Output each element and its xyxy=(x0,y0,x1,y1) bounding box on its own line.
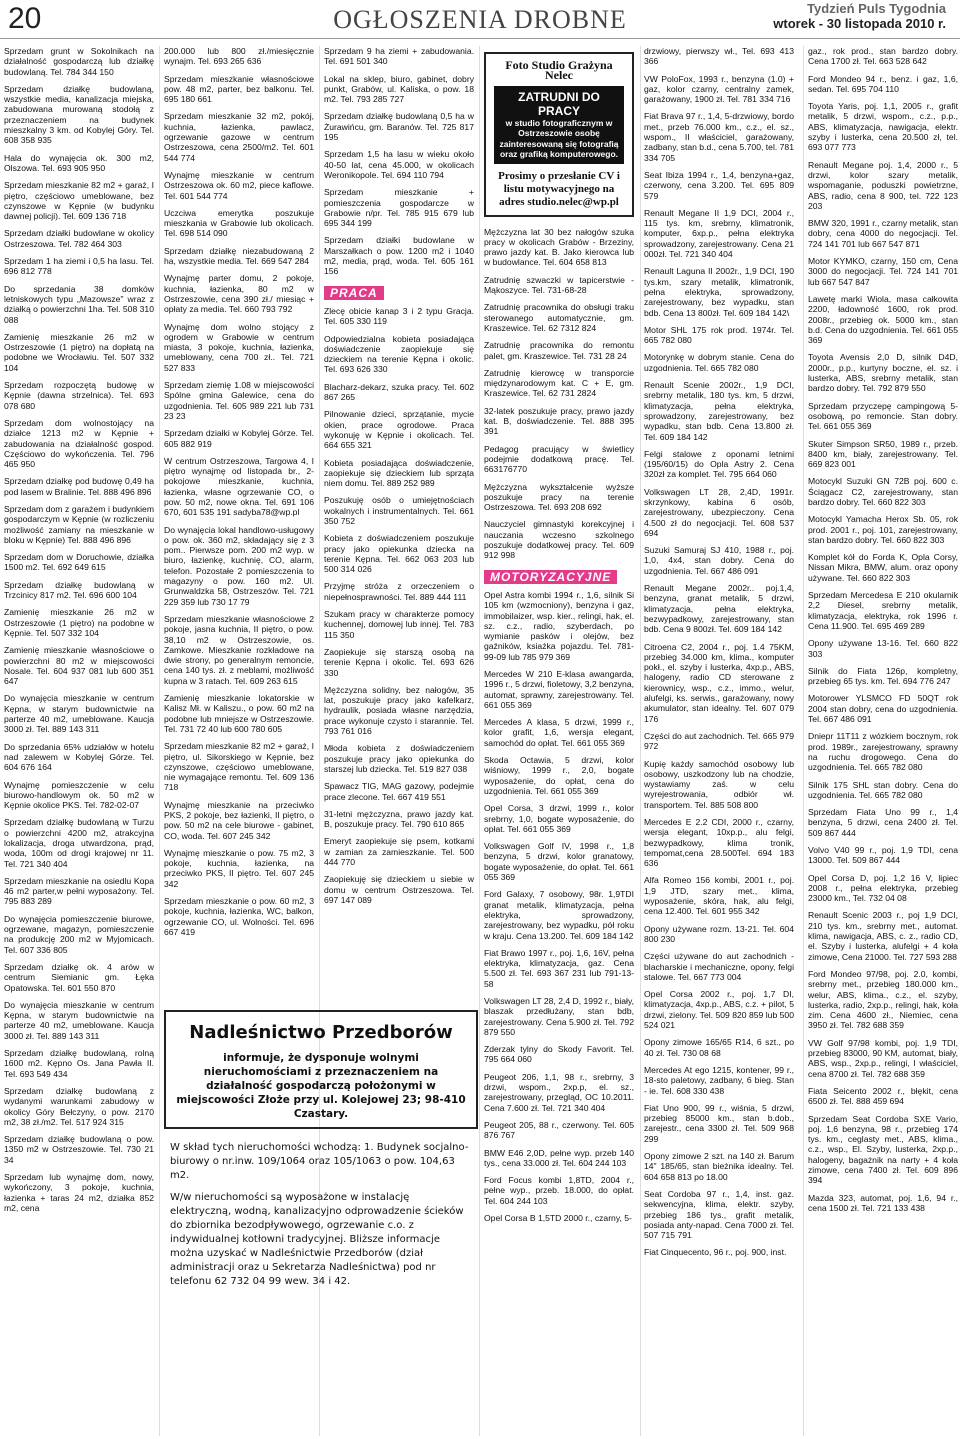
ad-banner xyxy=(494,86,624,164)
ad-paragraph: W/w nieruchomości są wyposażone w instalację elektryczną, wodną, kanalizacyjno odprowadzenie ścieków do zbiornika bezodpływowego, ogrzewanie c.o. z indywidualnej kotłowni tradycyjnej. Bliższe informacje można uzyskać w Nadleśnictwie Przedborów (dział administracji oraz u Sekretarza Nadleśnictwa) pod nr telefonu 62 732 04 99 wew. 34 i 42. xyxy=(170,1192,464,1287)
classified-ad: Komplet kół do Forda K, Opla Corsy, Nissan Mikra, BMW, alum. oraz opony używane. Tel. 660 822 303 xyxy=(808,552,958,583)
classified-ad: Poszukuję osób o umiejętnościach wokalnych i instrumentalnych. Tel. 661 350 752 xyxy=(324,495,474,526)
classified-ad: Zlecę obicie kanap 3 i 2 typu Gracja. Tel. 605 330 119 xyxy=(324,305,474,327)
column-divider xyxy=(803,46,804,1436)
classified-ad: Kupię każdy samochód osobowy lub osobowy, uszkodzony lub na chodzie, wystawiamy zaś. w celu wyrejestrowania, odbiór wł. transportem. Tel. 885 508 800 xyxy=(644,758,794,810)
classified-ad: Sprzedam grunt w Sokolnikach na działalność gospodarczą lub działkę budowlaną. Tel. 784 344 150 xyxy=(4,46,154,77)
classified-ad: Lokal na sklep, biuro, gabinet, dobry punkt, Grabów, ul. Kaliska, o pow. 18 m2. Tel. 793 285 727 xyxy=(324,73,474,105)
classified-ad: drzwiowy, pierwszy wł., Tel. 693 413 366 xyxy=(644,46,794,67)
classified-ad: Sprzedam działki budowlane w Marszałkach o pow. 1200 m2 i 1040 m2, media, prąd, woda. Tel. 605 161 156 xyxy=(324,235,474,277)
classified-ad: Przyjmę stróża z orzeczeniem o niepełnosprawności. Tel. 889 444 111 xyxy=(324,581,474,602)
classified-ad: 200.000 lub 800 zł./miesięcznie wynajm. Tel. 693 265 636 xyxy=(164,46,314,67)
header-rule xyxy=(0,38,960,39)
column-divider xyxy=(159,46,160,1436)
classified-ad: Zamienię mieszkanie 26 m2 w Ostrzeszowie (1 piętro) na dopłatą na podobne we Wrocławiu. Tel. 507 332 104 xyxy=(4,331,154,373)
classified-ad: Zatrudnię kierowcę w transporcie międzynarodowym kat. C + E, gm. Kraszewice. Tel. 62 731 2824 xyxy=(484,367,634,399)
classified-ad: Zamienię mieszkanie własnościowe o powierzchni 80 m2 w miejscowości Nosale. Tel. 604 937 081 lub 600 351 647 xyxy=(4,645,154,687)
classified-ad: Sprzedam mieszkanie o pow. 60 m2, 3 pokoje, kuchnia, łazienka, WC, balkon, ogrzewanie CO, ul. Wolności. Tel. 696 667 419 xyxy=(164,896,314,937)
classified-ad: Renault Scenie 2002r., 1,9 DCI, srebrny metalik, 180 tys. km, 5 drzwi, klimatyzacja, pełna elektryka, sprowadzony, zarejestrowany, bez wypadku, stan bdb. Cena 13.800 zł. Tel. 609 184 142 xyxy=(644,380,794,442)
classified-ad: Sprzedam działkę budowlaną, rolną 1600 m2. Kępno Os. Jana Pawła II. Tel. 693 549 434 xyxy=(4,1048,154,1079)
classified-ad: Mężczyzna wykształcenie wyższe poszukuje pracy na terenie Ostrzeszowa. Tel. 693 208 692 xyxy=(484,481,634,513)
classified-ad: Mercedes W 210 E-klasa awangarda, 1996 r., 5 drzwi, fioletowy, 3,2 benzyna, automat, sprawny, zarejestrowany. Tel. 661 055 369 xyxy=(484,668,634,710)
classified-ad: Dniepr 11T11 z wózkiem bocznym, rok prod. 1989r., zarejestrowany, sprawny na ruchu drogowego. Cena do uzgodnienia. Tel. 665 782 080 xyxy=(808,731,958,773)
classified-ad: Motorower YLSMCO FD 50QT rok 2004 stan dobry, cena do uzgodnienia. Tel. 667 486 091 xyxy=(808,693,958,725)
issue-date: wtorek - 30 listopada 2010 r. xyxy=(773,16,946,31)
classified-ad: Pedagog pracujący w świetlicy podejmie dodatkową pracę. Tel. 663176770 xyxy=(484,443,634,475)
ad-headline: ZATRUDNI DO PRACY xyxy=(518,89,600,118)
classified-ad: Zatrudnię szwaczki w tapicerstwie - Mąkoszyce. Tel. 731-68-28 xyxy=(484,274,634,296)
classified-ad: Motocykl Suzuki GN 72B poj. 600 c. Ściągacz C2, zarejestrowany, stan bardzo dobry. Tel. 660 822 303 xyxy=(808,476,958,507)
classified-ad: Uczciwa emerytka poszukuje mieszkania w Grabowie lub okolicach. Tel. 698 514 090 xyxy=(164,207,314,239)
classified-ad: Ford Focus kombi 1,8TD, 2004 r., pełne wyp., przeb. 18.000, do opłat. Tel. 604 244 103 xyxy=(484,1175,634,1206)
classified-ad: Mężczyzna lat 30 bez nałogów szuka pracy w okolicach Grabów - Brzeziny, prawo jazdy kat. B. Jako kierowca lub w budowlance. Tel. 604 658 813 xyxy=(484,226,634,268)
classified-ad: Do wynajęcia lokal handlowo-usługowy o pow. ok. 360 m2, składający się z 3 pom.. Pierwsze pom. 200 m2 wyp. w biuro, łazienkę, kuchnię, CO, alarm, telefon. Pozostałe 2 pomieszczenia to magazyny o pow. 160 m2. Ul. Grunwaldzka 58, Ostrzeszów. Tel. 721 229 359 lub 730 17 79 xyxy=(164,524,314,607)
classified-ad: Motocykl Yamacha Herox Sb. 05, rok prod. 2001 r., poj. 101, zarejestrowany, stan bardzo dobry. Tel. 660 822 303 xyxy=(808,514,958,545)
classified-ad: Sprzedam mieszkanie własnościowe 2 pokoje, jasna kuchnia, II piętro, o pow. 38,10 m2 w Ostrzeszowie, os. Zamkowe. Mieszkanie rozkładowe na dwie strony, po generalnym remoncie, cena 140 tys. zł. z meblami, możliwość kupna w 3 ratach. Tel. 609 263 615 xyxy=(164,613,314,686)
classified-ad: Sprzedam działkę budowlaną 0,5 ha w Żurawińcu, gm. Baranów. Tel. 725 817 195 xyxy=(324,111,474,143)
classified-ad: W centrum Ostrzeszowa, Targowa 4, I piętro wynajmę od listopada br., 2-pokojowe mieszkanie, kuchnia, łazienka, własne ogrzewanie CO, o pow. 50 m2, nowe okna. Tel. 691 106 670, 601 535 191 sadyba78@wp.pl xyxy=(164,455,314,518)
classified-ad: Spawacz TIG, MAG gazowy, podejmie prace zlecone. Tel. 667 419 551 xyxy=(324,781,474,802)
classified-ad: Renault Laguna II 2002r., 1,9 DCI, 190 tys.km, szary metalik, klimatronik, pełna elektryka, sprowadzony, zarejestrowany, bez wypadku, stan bdb. Cena 13 800zł. Tel. 609 184 142\ xyxy=(644,266,794,318)
classified-ad: Volkswagen LT 28, 2,4 D, 1992 r., biały, blaszak przedłużany, stan bdb, zarejestrowany. Cena 5.900 zł. Tel. 792 879 550 xyxy=(484,996,634,1037)
classified-ad: Seat Ibiza 1994 r., 1,4, benzyna+gaz, czerwony, cena 3.200. Tel. 695 809 579 xyxy=(644,169,794,201)
classified-ad: Renault Megane 2002r.. poj.1,4, benzyna, granat metalik, 5 drzwi, klimatyzacja, pełna elektryka, bezwypadkowy, zarejestrowany, stan bdb. Cena 9 800zł. Tel. 609 184 142 xyxy=(644,583,794,635)
classified-ad: Sprzedam 1 ha ziemi i 0,5 ha lasu. Tel. 696 812 778 xyxy=(4,256,154,277)
classified-ad: Emeryt zaopiekuje się psem, kotkami w zamian za zamieszkanie. Tel. 500 444 770 xyxy=(324,836,474,867)
classified-ad: Pilnowanie dzieci, sprzątanie, mycie okien, prace ogrodowe. Praca wykonuję w Kępnie i okolicach. Tel. 664 655 321 xyxy=(324,409,474,451)
classified-ad: Ford Galaxy, 7 osobowy, 98r. 1,9TDI granat metalik, klimatyzacja, pełna elektryka, sprowadzony, zarejestrowany, bez wypadku, pół roku w kraju. Cena 13.200. Tel. 609 184 142 xyxy=(484,889,634,941)
classified-ad: Renault Megane II 1,9 DCI, 2004 r., 115 tys. km, srebrny, klimatronik, komputer, 6xp.p., pełna elektryka sprowadzony, zarejestrowany. Cena 21 000zł. Tel. 721 340 404 xyxy=(644,207,794,260)
classified-ad: 31-letni mężczyzna, prawo jazdy kat. B, poszukuje pracy. Tel. 790 610 865 xyxy=(324,808,474,830)
classified-ad: Seat Cordoba 97 r., 1,4, inst. gaz. sekwencyjna, klima, elektr. szyby, przebieg 186 tys., grafit metalik, posiada anty-napad. Cena 7000 zł. Tel. 507 715 791 xyxy=(644,1188,794,1241)
page-header xyxy=(0,0,960,40)
classified-ad: Sprzedam 9 ha ziemi + zabudowania. Tel. 691 501 340 xyxy=(324,46,474,67)
vehicle-ads xyxy=(484,590,634,1223)
classified-ad: Sprzedam działkę budowlaną w Trzcinicy 817 m2. Tel. 696 600 104 xyxy=(4,579,154,601)
classified-ad: Opony zimowe 165/65 R14, 6 szt., po 40 zł. Tel. 730 08 68 xyxy=(644,1037,794,1058)
classified-ad: Zaopiekuję się dzieckiem u siebie w domu w centrum Ostrzeszowa. Tel. 697 147 089 xyxy=(324,874,474,905)
classified-ad: Fiat Brava 97 r., 1,4, 5-drzwiowy, bordo met., przeb 76.000 km., c.z., el. sz., wspom., II właściciel, garażowany, zadbany, stan b.d., cena 5.700, tel. 781 334 705 xyxy=(644,111,794,163)
classified-ad: Silnik do Fiata 126p, kompletny, przebieg 65 tys. km. Tel. 694 776 247 xyxy=(808,665,958,687)
classified-ad: Sprzedam rozpoczętą budowę w Kępnie (dawna strzelnica). Tel. 693 078 680 xyxy=(4,380,154,411)
classified-ad: 32-latek poszukuje pracy, prawo jazdy kat. B, doświadczenie. Tel. 888 395 391 xyxy=(484,405,634,437)
ad-title: Foto Studio Grażyna Nelec xyxy=(505,58,613,83)
classified-ad: Sprzedam 1,5 ha lasu w wieku około 40-50 lat, cena 45.000, w okolicach Weronikopole. Tel. 694 110 794 xyxy=(324,149,474,180)
classified-ad: VW PoloFox, 1993 r., benzyna (1.0) + gaz, kolor czarny, centralny zamek, garażowany, 1900 zł. Tel. 781 334 716 xyxy=(644,73,794,105)
classified-ad: Mercedes E 2.2 CDI, 2000 r., czarny, wersja elegant, 10xp.p., alu felgi, bezwypadkowy, klima tronik, tempomat,cena 28.500Tel. 694 183 636 xyxy=(644,817,794,869)
section-label-praca: PRACA xyxy=(324,286,384,300)
classified-ad: Sprzedam działkę budowlaną w Turzu o powierzchni 4200 m2, atrakcyjna lokalizacja, droga utwardzona, prąd, woda, 100m od drogi krajowej nr 11. Tel. 721 340 404 xyxy=(4,817,154,869)
classified-ad: BMW 320, 1991 r., czarny metalik, stan dobry, cena 4000 do negocjacji. Tel. 724 141 701 lub 667 547 871 xyxy=(808,218,958,249)
classified-ad: Części do aut zachodnich. Tel. 665 979 972 xyxy=(644,730,794,752)
classified-ad: Sprzedam działkę pod budowę 0,49 ha pod lasem w Bralinie. Tel. 888 496 896 xyxy=(4,476,154,497)
column-divider xyxy=(640,46,641,1436)
classified-ad: Zamienię mieszkanie lokatorskie w Kalisz Mł. w Kaliszu., o pow. 60 m2 na podobne lub mniejsze w Ostrzeszowie. Tel. 731 72 40 lub 600 780 605 xyxy=(164,693,314,734)
classified-ad: VW Golf 97/98 kombi, poj. 1,9 TDI, przebieg 83000, 90 KM, automat, biały, ABS, wsp., 2xp.p., relingi, I właściciel, cena 8700 zł. Tel. 782 688 359 xyxy=(808,1037,958,1079)
classified-ad: Fiata Seicento 2002 r., błękit, cena 6500 zł. Tel. 888 459 694 xyxy=(808,1085,958,1107)
classified-ad: Zderzak tylny do Skody Favorit. Tel. 795 664 060 xyxy=(484,1044,634,1065)
classified-ad: Do sprzedania 65% udziałów w hotelu nad zalewem w Kobylej Górze. Tel. 604 676 164 xyxy=(4,741,154,773)
ad-description: w studio fotograficznym w Ostrzeszowie osobę zainteresowaną się fotografią oraz grafiką komputerowego. xyxy=(499,117,619,160)
classified-ad: Kobieta z doświadczeniem poszukuje pracy jako opiekunka dziecka na terenie Kępna. Tel. 662 063 203 lub 500 314 026 xyxy=(324,533,474,575)
ad-paragraph: W skład tych nieruchomości wchodzą: 1. Budynek socjalno-biurowy o nr.inw. 109/1064 oraz 105/1063 o pow. 104,63 m2. xyxy=(170,1142,469,1181)
classified-ad: Sprzedam mieszkanie własnościowe pow. 48 m2, parter, bez balkonu. Tel. 695 180 661 xyxy=(164,73,314,105)
ad-contact: Prosimy o przesłanie CV i listu motywacyjnego na adres studio.nelec@wp.pl xyxy=(498,169,620,208)
classified-ad: Szukam pracy w charakterze pomocy kuchennej, domowej lub innej. Tel. 783 115 350 xyxy=(324,609,474,640)
classified-ad: Renault Megane poj. 1,4, 2000 r., 5 drzwi, kolor szary metalik, wspomaganie, poduszki powietrzne, ABS, radio, cena 8 900, tel. 722 123 203 xyxy=(808,159,958,211)
classified-ad: Sprzedam Mercedesa E 210 okularnik 2,2 Diesel, srebrny metalik, klimatyzacja, elektryka, rok 1996 r. Cena 11.900. Tel. 695 469 289 xyxy=(808,590,958,631)
classified-ad: Fiat Brawo 1997 r., poj. 1,6, 16V, pełna elektryka, klimatyzacja, gaz. Cena 5.500 zł. Tel. 693 367 231 lub 791-13-58 xyxy=(484,947,634,989)
classified-ad: Mercedes At ego 1215, kontener, 99 r., 18-sto paletowy, zadbany, 6 bieg. Stan - ie. Tel. 608 330 438 xyxy=(644,1064,794,1096)
classified-ad: Opel Corsa, 3 drzwi, 1999 r., kolor srebrny, 1,0, bogate wyposażenie, do opłat. Tel. 661 055 369 xyxy=(484,803,634,834)
classified-ad: Sprzedam działki budowlane w okolicy Ostrzeszowa. Tel. 782 464 303 xyxy=(4,228,154,249)
classified-ad: Ford Mondeo 94 r., benz. i gaz, 1,6, sedan. Tel. 695 704 110 xyxy=(808,73,958,94)
section-label-motoryzacyjne: MOTORYZACYJNE xyxy=(484,570,617,584)
classified-ad: gaz., rok prod., stan bardzo dobry. Cena 1700 zł. Tel. 663 528 642 xyxy=(808,46,958,67)
classified-ad: Wynajmę parter domu, 2 pokoje, kuchnia, łazienka, 80 m2 w Ostrzeszowie, cena 390 zł./ miesiąc + opłaty za media. Tel. 660 793 792 xyxy=(164,273,314,315)
classified-ad: Volkswagen LT 28, 2,4D, 1991r. skrzynkowy, kabina 6 osób, zarejestrowany, ubezpieczony. Cena 4.500 zł do negocjacji. Tel. 608 537 694 xyxy=(644,486,794,538)
classifieds-column-2 xyxy=(164,46,314,1001)
classified-ad: Wynajmę pomieszczenie w celu biurowo-handlowym ok. 50 m2 w Kępnie okolice PKS. Tel. 782-02-07 xyxy=(4,779,154,811)
classified-ad: Sprzedam przyczepę campingową 5-osobową, po remoncie. Stan dobry. Tel. 661 055 369 xyxy=(808,400,958,432)
classified-ad: Lawetę marki Wiola, masa całkowita 2200, ładowność 1600, rok prod. 2008r., przebieg ok. 5000 km., stan b.d. Cena do uzgodnienia. Tel. 661 055 369 xyxy=(808,293,958,346)
classified-ad: Ford Mondeo 97/98, poj. 2.0, kombi, srebrny met., przebieg 180.000 km., welur, ABS, klima., c.z., el. szyby, lusterka, radio, 2xp.p., relingi, hak, koła zim. Cena 4600 zł., Niemiec, cena 3950 zł. Tel. 782 688 359 xyxy=(808,968,958,1031)
classified-ad: Sprzedam działkę ok. 4 arów w centrum Siemianic gm. Łęka Opatowska. Tel. 601 550 870 xyxy=(4,961,154,993)
classified-ad: Sprzedam ziemię 1.08 w miejscowości Spólne gmina Galewice, cena do uzgodnienia. Tel. 605 989 221 lub 731 23 23 xyxy=(164,380,314,421)
classified-ad: Suzuki Samuraj SJ 410, 1988 r., poj. 1,0, 4x4, stan dobry. Cena do uzgodnienia. Tel. 667 486 091 xyxy=(644,545,794,576)
classifieds-column-5 xyxy=(644,46,794,1436)
classified-ad: Opel Corsa D, poj. 1,2 16 V, lipiec 2008 r., pełna elektryka, przebieg 23000 km., Tel. 732 04 08 xyxy=(808,872,958,904)
real-estate-ads xyxy=(324,46,474,277)
classified-ad: Silnik 175 SHL stan dobry. Cena do uzgodnienia. Tel. 665 782 080 xyxy=(808,779,958,800)
classified-ad: Mężczyzna solidny, bez nałogów, 35 lat, poszukuje pracy jako kafelkarz, hydraulik, posiada własne narzędzia, prace wykonuje czysto i starannie. Tel. 793 761 016 xyxy=(324,684,474,737)
classified-ad: Opony używane rozm. 13-21. Tel. 604 800 230 xyxy=(644,923,794,944)
classified-ad: Zaopiekuje się starszą osobą na terenie Kępna i okolic. Tel. 693 626 330 xyxy=(324,646,474,678)
ad-title: Nadleśnictwo Przedborów xyxy=(189,1022,453,1043)
classified-ad: Sprzedam działki w Kobylej Górze. Tel. 605 882 919 xyxy=(164,428,314,449)
classified-ad: Hala do wynajęcia ok. 300 m2, Olszowa. Tel. 693 905 950 xyxy=(4,152,154,173)
classified-ad: Peugeot 205, 88 r., czerwony. Tel. 605 876 767 xyxy=(484,1119,634,1141)
classified-ad: Fiat Uno 900, 99 r., wiśnia, 5 drzwi, przebieg 85000 km., stan b.dob., zarejestr., cena 3300 zł. Tel. 509 968 299 xyxy=(644,1102,794,1144)
classified-ad: Felgi stalowe z oponami letnimi (195/60/15) do Opla Astry 2. Cena 320zł za komplet. Tel. 795 664 060 xyxy=(644,448,794,480)
nadlesnictwo-ad xyxy=(164,1010,478,1430)
classified-ad: Sprzedam dom z garażem i budynkiem gospodarczym w Kępnie (w rozliczeniu możliwość zamiany na mieszkanie w bloku w Kępnie) Tel. 888 496 896 xyxy=(4,503,154,545)
classified-ad: Sprzedam działkę budowlaną, wszystkie media, kanalizacja miejska, zabudowana murowaną stodołą z przeznaczeniem na budynek mieszkalny 3 km. od Kobylej Góry. Tel. 608 358 935 xyxy=(4,83,154,146)
classified-ad: Sprzedam działkę niezabudowaną 2 ha, wszystkie media. Tel. 669 547 284 xyxy=(164,245,314,267)
classifieds-column-4 xyxy=(484,46,634,1436)
classified-ad: Młoda kobieta z doświadczeniem poszukuje pracy jako opiekunka do starszej lub dziecka. Tel. 519 827 038 xyxy=(324,743,474,774)
classified-ad: Opony używane 13-16. Tel. 660 822 303 xyxy=(808,638,958,659)
classified-ad: Do sprzedania 38 domków letniskowych typu „Mazowsze" wraz z działką o powierzchni 1ha. Tel. 508 310 088 xyxy=(4,283,154,325)
classified-ad: Sprzedam Seat Cordoba SXE Vario, poj. 1,6 benzyna, 98 r., przebieg 174 tys. km., ceglasty met., ABS, klima., c.z., wsp., El. Szyby, lusterka, 2xp.p., halogeny, bagażnik na narty + 4 koła zimowe, cena 7400 zł. Tel. 609 896 394 xyxy=(808,1113,958,1186)
job-ads-continued xyxy=(484,227,634,561)
classified-ad: Zamienię mieszkanie 26 m2 w Ostrzeszowie (1 piętro) na podobne w Kępnie. Tel. 507 332 104 xyxy=(4,607,154,638)
classifieds-column-6 xyxy=(808,46,958,1436)
classified-ad: Zatrudnię pracownika do obsługi traku sterowanego automatycznie, gm. Kraszewice. Tel. 62 7312 824 xyxy=(484,302,634,333)
classified-ad: Do wynajęcia pomieszczenie biurowe, ogrzewane, magazyn, pomieszczenie na produkcję 200 m2 w Myjomicach. Tel. 607 336 805 xyxy=(4,913,154,955)
ad-frame xyxy=(164,1010,478,1129)
classified-ad: Volkswagen Golf IV, 1998 r., 1,8 benzyna, 5 drzwi, kolor granatowy, bogate wyposażenie, do opłat. Tel. 661 055 369 xyxy=(484,841,634,883)
classified-ad: Blacharz-dekarz, szuka pracy. Tel. 602 867 265 xyxy=(324,381,474,403)
classified-ad: Sprzedam dom wolnostojący na działce 1213 m2 w Kępnie + zabudowania na działalność gospod. Częściowo do wykończenia. Tel. 796 465 950 xyxy=(4,417,154,470)
classified-ad: Toyota Yaris, poj. 1,1, 2005 r., grafit metalik, 5 drzwi, wspom., c.z., p.p., ABS, klimatyzacja, nawigacja, elektr. szyby i lusterka, cena 20.500 zł, tel. 693 077 773 xyxy=(808,101,958,153)
classified-ad: Do wynajęcia mieszkanie w centrum Kępna, w starym budownictwie na parterze 40 m2, umeblowane. Kaucja 3000 zł. Tel. 889 143 311 xyxy=(4,693,154,735)
section-title: OGŁOSZENIA DROBNE xyxy=(333,5,627,34)
classified-ad: Kobieta posiadająca doświadczenie, zaopiekuje się dzieckiem lub sprząta niem domu. Tel. 889 252 989 xyxy=(324,457,474,489)
classified-ad: Renault Scenic 2003 r., poj 1,9 DCI, 210 tys. km., srebrny met., automat. klima, nawigacja, ABS, c. z., radio CD, el. Szyby i lusterka, alufelgi + 4 koła zimowe, Cena 21000. Tel. 727 593 288 xyxy=(808,910,958,962)
classified-ad: Motor SHL 175 rok prod. 1974r. Tel. 665 782 080 xyxy=(644,324,794,346)
classified-ad: Opel Corsa 2002 r., poj. 1,7 DI, klimatyzacja, 4xp.p., ABS, c.z. + pilot, 5 drzwi, zielony. Tel. 509 820 859 lub 500 524 021 xyxy=(644,989,794,1031)
classified-ad: Peugeot 206, 1,1, 98 r., srebrny, 3 drzwi, wspom., 2xp.p, el. sz., zarejestrowany, przegląd, OC 10.2011. Cena 7.600 zł. Tel. 721 340 404 xyxy=(484,1071,634,1113)
classified-ad: Sprzedam mieszkanie na osiedlu Kopa 46 m2 parter,w pełni wyposażony. Tel. 795 883 289 xyxy=(4,875,154,907)
publication-info xyxy=(773,1,946,31)
classified-ad: Sprzedam działkę budowlaną z wydanymi warunkami zabudowy w okolicy Góry Bełczyny, o pow. 2170 m2, 38 zł./m2. Tel. 517 924 315 xyxy=(4,1085,154,1127)
job-ads xyxy=(324,306,474,905)
classified-ad: BMW E46 2,0D, pełne wyp. przeb 140 tys., cena 33.000 zł. Tel. 604 244 103 xyxy=(484,1147,634,1168)
ad-body xyxy=(164,1129,478,1289)
classified-ad: Skoda Octawia, 5 drzwi, kolor wiśniowy, 1999 r., 2,0, bogate wyposażenie, do opłat, cena do uzgodnienia. Tel. 661 055 369 xyxy=(484,755,634,796)
classified-ad: Alfa Romeo 156 kombi, 2001 r., poj. 1,9 JTD, szary met., klima, wyposażenie, skóra, hak, alu felgi, cena 12.400. Tel. 601 955 342 xyxy=(644,875,794,917)
classified-ad: Sprzedam lub wynajmę dom, nowy, wykończony, 3 pokoje, kuchnia, łazienka + taras 24 m2, działka 852 m2, cena xyxy=(4,1172,154,1213)
classified-ad: Opel Astra kombi 1994 r., 1,6, silnik Si 105 km (wzmocniony), benzyna i gaz, immobilaizer, wsp. kier., relingi, hak, el. sz. c.z., radio, szyberdach, po wymianie pasków i olejów, bez gaźników, ksiażka pojazdu. Tel. 781-99-09 lub 785 979 369 xyxy=(484,589,634,662)
classified-ad: Mercedes A klasa, 5 drzwi, 1999 r., kolor grafit, 1,6, wersja elegant, samochód do opłat. Tel. 661 055 369 xyxy=(484,717,634,748)
classified-ad: Nauczyciel gimnastyki korekcyjnej i nauczania wczesno szkolnego poszukuje dodatkowej pracy. Tel. 609 912 998 xyxy=(484,519,634,561)
classified-ad: Wynajmę mieszkanie na przeciwko PKS, 2 pokoje, bez łazienki, II piętro, o pow. 50 m2 na cele biurowe - gabinet, CO, woda. Tel. 607 245 342 xyxy=(164,799,314,841)
classified-ad: Mazda 323, automat, poj. 1,6, 94 r., cena 1500 zł. Tel. 721 133 438 xyxy=(808,1192,958,1213)
classified-ad: Sprzedam mieszkanie 82 m2 + garaż, I piętro, ul. Sikorskiego w Kępnie, bez czynszowe, częściowo umeblowane, nie wymagające remontu. Tel. 609 136 718 xyxy=(164,741,314,793)
ad-subtitle: informuje, że dysponuje wolnymi nieruchomościami z przeznaczeniem na działalność gospodarczą położonymi w miejscowości Złoże przy ul. Kolejowej 23; 98-410 Czastary. xyxy=(176,1052,466,1120)
classified-ad: Fiat Cinquecento, 96 r., poj. 900, inst. xyxy=(644,1247,787,1258)
classified-ad: Wynajmę mieszkanie w centrum Ostrzeszowa ok. 60 m2, piece kaflowe. Tel. 601 544 774 xyxy=(164,169,314,201)
classified-ad: Do wynajęcia mieszkanie w centrum Kępna, w starym budownictwie na parterze 40 m2, umeblowane. Kaucja 3000 zł. Tel. 889 143 311 xyxy=(4,999,154,1041)
classified-ad: Wynajmę mieszkanie o pow. 75 m2, 3 pokoje, kuchnia, łazienka, na przeciwko PKS, II piętro. Tel. 607 245 342 xyxy=(164,847,314,889)
classified-ad: Części używane do aut zachodnich - blacharskie i mechaniczne, opony, felgi stalowe. Tel. 667 773 004 xyxy=(644,951,794,982)
classified-ad: Odpowiedzialna kobieta posiadająca doświadczenie zaopiekuje się dzieckiem na terenie Kępna i okolic. Tel. 693 626 330 xyxy=(324,333,474,375)
classified-ad: Opony zimowe 2 szt. na 140 zł. Barum 14" 185/65, stan bieżnika idealny. Tel. 604 658 813 po 18.00 xyxy=(644,1151,794,1182)
classified-ad: Volvo V40 99 r., poj. 1,9 TDI, cena 13000. Tel. 509 867 444 xyxy=(808,845,958,866)
classified-ad: Citroena C2, 2004 r., poj. 1.4 75KM, przebieg 34.000 km, klima., komputer pokł., el. szyby i lusterka, 4xp.p., ABS, halogeny, radio CD sterowane z kierownicy, wsp., c.z., immo., welur, alufelgi, ks. serwis., garażowany, nowy akumulator, stan idealny. Tel. 607 079 176 xyxy=(644,641,794,724)
foto-studio-ad xyxy=(484,52,634,217)
classified-ad: Sprzedam mieszkanie 32 m2, pokój, kuchnia, łazienka, pawlacz, ogrzewanie gazowe w centrum Ostrzeszowa, cena 2500/m2. Tel. 601 544 774 xyxy=(164,111,314,163)
classified-ad: Sprzedam działkę budowlaną o pow. 1350 m2 w Ostrzeszowie. Tel. 730 21 34 xyxy=(4,1134,154,1165)
classified-ad: Skuter Simpson SR50, 1989 r., przeb. 8400 km, biały, zarejestrowany. Tel. 669 823 001 xyxy=(808,438,958,470)
classifieds-column-1 xyxy=(4,46,154,1436)
classified-ad: Opel Corsa B 1,5TD 2000 r., czarny, 5- xyxy=(484,1213,632,1224)
classified-ad: Toyota Avensis 2,0 D, silnik D4D, 2000r., p.p., kurtyny boczne, el. sz. i lusterka, ABS, srebrny metalik, stan bardzo dobry. Tel. 792 879 550 xyxy=(808,352,958,394)
page-number: 20 xyxy=(8,2,42,35)
classified-ad: Motorynkę w dobrym stanie. Cena do uzgodnienia. Tel. 665 782 080 xyxy=(644,352,794,373)
publication-name: Tydzień Puls Tygodnia xyxy=(807,1,946,16)
column-divider xyxy=(479,46,480,1436)
classified-ad: Sprzedam dom w Doruchowie, działka 1500 m2. Tel. 692 649 615 xyxy=(4,552,154,573)
classified-ad: Motor KYMKO, czarny, 150 cm, Cena 3000 do negocjacji. Tel. 724 141 701 lub 667 547 847 xyxy=(808,256,958,287)
classified-ad: Zatrudnię pracownika do remontu palet, gm. Kraszewice. Tel. 731 28 24 xyxy=(484,340,634,361)
classified-ad: Wynajmę dom wolno stojący z ogrodem w Grabowie w centrum miasta, 3 pokoje, kuchnia, łazienka, umeblowany, cena 700 zł.. Tel. 721 527 833 xyxy=(164,321,314,373)
classified-ad: Sprzedam mieszkanie + pomieszczenia gospodarcze w Grabowie n/pr. Tel. 785 915 679 lub 695 344 199 xyxy=(324,187,474,229)
classified-ad: Sprzedam mieszkanie 82 m2 + garaż, I piętro, częściowo umeblowane, bez czynszowe w Kępnie (w budynku dawnej policji). Tel. 609 136 718 xyxy=(4,180,154,222)
classified-ad: Sprzedam Fiata Uno 99 r., 1,4 benzyna, 5 drzwi, cena 2400 zł. Tel. 509 867 444 xyxy=(808,807,958,838)
